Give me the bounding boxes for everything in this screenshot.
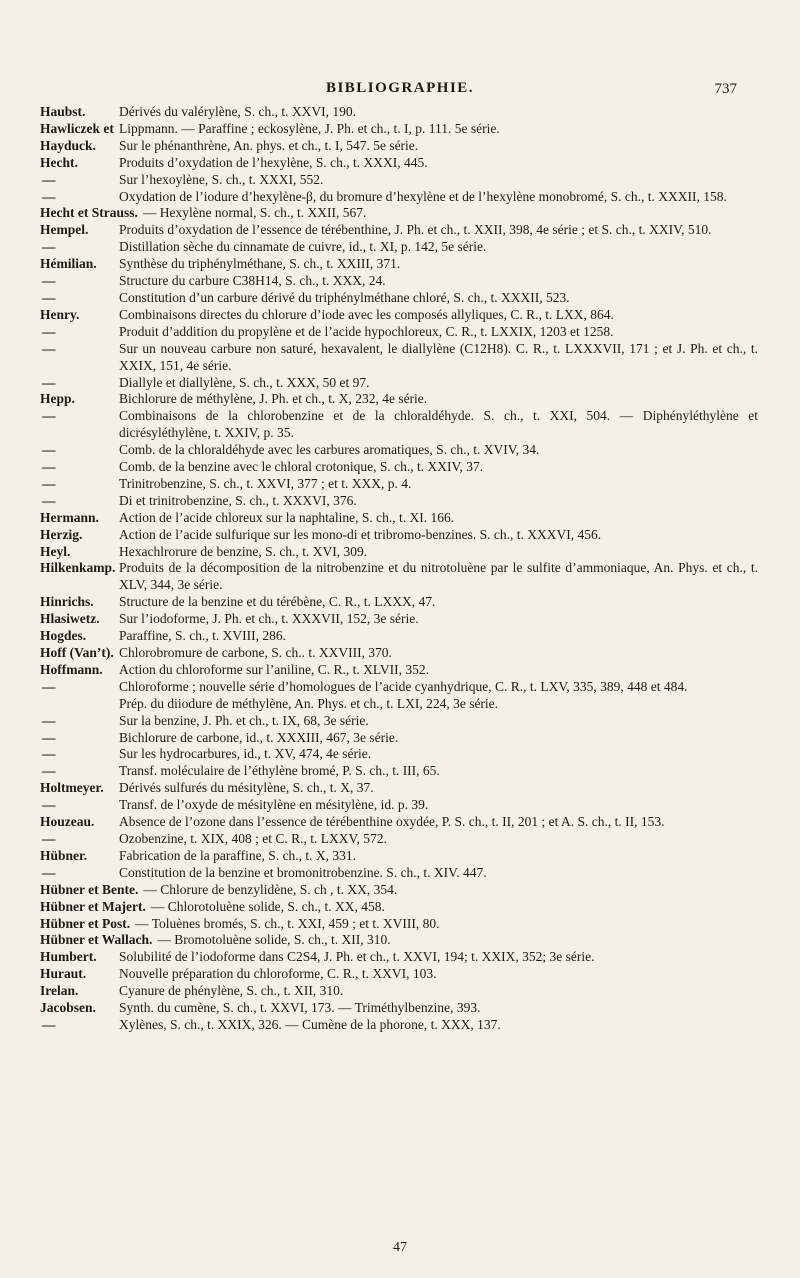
bibliography-entry bbox=[40, 222, 758, 239]
bibliography-entry bbox=[40, 104, 758, 121]
bibliography-entry bbox=[40, 1000, 758, 1017]
bibliography-entry bbox=[40, 763, 758, 780]
bibliography-entry bbox=[40, 611, 758, 628]
entry-author: Hlasiwetz. bbox=[40, 611, 100, 627]
entry-text: — Bromotoluène solide, S. ch., t. XII, 310. bbox=[157, 932, 391, 948]
entry-text: Paraffine, S. ch., t. XVIII, 286. bbox=[119, 628, 286, 644]
entry-author: Hoff (Van’t). bbox=[40, 645, 114, 660]
entry-text: Bichlorure de carbone, id., t. XXXIII, 467, 3e série. bbox=[119, 729, 399, 745]
entry-text: Transf. moléculaire de l’éthylène bromé, P. S. ch., t. III, 65. bbox=[119, 763, 440, 779]
entry-text: Produit d’addition du propylène et de l’acide hypochloreux, C. R., t. LXXIX, 1203 et 1258. bbox=[119, 323, 614, 339]
bibliography-entry bbox=[40, 341, 758, 375]
entry-author: Hübner. bbox=[40, 847, 88, 863]
bibliography-entry bbox=[40, 983, 758, 1000]
bibliography-entry bbox=[40, 1017, 758, 1034]
entry-author: — bbox=[42, 408, 56, 424]
bibliography-entry bbox=[40, 121, 758, 138]
entry-text: Fabrication de la paraffine, S. ch., t. X, 331. bbox=[119, 847, 357, 863]
entry-author: — bbox=[42, 1016, 56, 1032]
entry-text: Hexachlrorure de benzine, S. ch., t. XVI, 309. bbox=[119, 543, 368, 559]
signature-mark: 47 bbox=[393, 1240, 407, 1255]
bibliography-entry bbox=[40, 442, 758, 459]
entry-author: — bbox=[42, 492, 56, 508]
bibliography-entry bbox=[40, 797, 758, 814]
entry-author: — bbox=[42, 340, 56, 356]
entry-text: Xylènes, S. ch., t. XXIX, 326. — Cumène de la phorone, t. XXX, 137. bbox=[119, 1016, 501, 1032]
entry-author: Hayduck. bbox=[40, 137, 96, 153]
entry-author: Henry. bbox=[40, 306, 80, 322]
bibliography-entry bbox=[40, 679, 758, 696]
bibliography-entry bbox=[40, 493, 758, 510]
bibliography-entry bbox=[40, 696, 758, 713]
entry-text: Combinaisons de la chlorobenzine et de la chloraldéhyde. S. ch., t. XXI, 504. — Diphényléthylène et dicrésyléthylène, t. XXIV, p. 35. bbox=[119, 408, 758, 441]
entry-author: — bbox=[42, 763, 56, 779]
bibliography-entry bbox=[40, 155, 758, 172]
entry-author: — bbox=[42, 864, 56, 880]
entry-author: Jacobsen. bbox=[40, 1000, 96, 1016]
entry-text: Comb. de la benzine avec le chloral crotonique, S. ch., t. XXIV, 37. bbox=[119, 459, 484, 475]
entry-author: Hübner et Bente. bbox=[40, 881, 139, 897]
entry-author: — bbox=[42, 459, 56, 475]
entry-text: Chlorobromure de carbone, S. ch.. t. XXVIII, 370. bbox=[119, 645, 392, 660]
entry-author: — bbox=[42, 746, 56, 762]
entry-text: Structure du carbure C38H14, S. ch., t. XXX, 24. bbox=[119, 273, 386, 289]
entry-text: Sur la benzine, J. Ph. et ch., t. IX, 68, 3e série. bbox=[119, 712, 369, 728]
entry-author: Hilkenkamp. bbox=[40, 560, 116, 576]
entry-author: — bbox=[42, 729, 56, 745]
entry-author: Hawliczek et bbox=[40, 120, 114, 136]
bibliography-entry bbox=[40, 831, 758, 848]
bibliography-entry bbox=[40, 594, 758, 611]
entry-text: — Chlorotoluène solide, S. ch., t. XX, 458. bbox=[150, 898, 385, 914]
entry-author: — bbox=[42, 171, 56, 187]
entry-text: Sur les hydrocarbures, id., t. XV, 474, 4e série. bbox=[119, 746, 372, 762]
entry-author: Hübner et Majert. bbox=[40, 898, 146, 914]
bibliography-entry bbox=[40, 966, 758, 983]
entry-text: Di et trinitrobenzine, S. ch., t. XXXVI, 376. bbox=[119, 492, 357, 508]
entry-text: Synth. du cumène, S. ch., t. XXVI, 173. — Triméthylbenzine, 393. bbox=[119, 1000, 481, 1016]
entry-author: Hübner et Post. bbox=[40, 915, 131, 931]
bibliography-entry bbox=[40, 544, 758, 561]
entry-author: — bbox=[42, 273, 56, 289]
entry-text: — Toluènes bromés, S. ch., t. XXI, 459 ; et t. XVIII, 80. bbox=[135, 915, 440, 931]
entry-author: — bbox=[42, 678, 56, 694]
entry-text: Nouvelle préparation du chloroforme, C. R., t. XXVI, 103. bbox=[119, 966, 437, 982]
entry-text: — Chlorure de benzylidène, S. ch , t. XX, 354. bbox=[143, 881, 398, 897]
bibliography-entry bbox=[40, 560, 758, 594]
entry-text: Synthèse du triphénylméthane, S. ch., t. XXIII, 371. bbox=[119, 256, 401, 272]
bibliography-entry bbox=[40, 510, 758, 527]
bibliography-entry bbox=[40, 780, 758, 797]
entry-text: Absence de l’ozone dans l’essence de térébenthine oxydée, P. S. ch., t. II, 201 ; et A. S. ch., t. II, 153. bbox=[119, 814, 665, 830]
bibliography-entry bbox=[40, 916, 758, 933]
entry-author: — bbox=[42, 239, 56, 255]
bibliography-entry bbox=[40, 713, 758, 730]
bibliography-entry bbox=[40, 375, 758, 392]
entry-author: Haubst. bbox=[40, 104, 86, 119]
entry-text: Produits d’oxydation de l’essence de térébenthine, J. Ph. et ch., t. XXII, 398, 4e série ; et S. ch., t. XXIV, 510. bbox=[119, 222, 712, 238]
entry-author: — bbox=[42, 712, 56, 728]
entry-author: Hecht et Strauss. bbox=[40, 205, 138, 221]
entry-author: — bbox=[42, 289, 56, 305]
entry-author: Holtmeyer. bbox=[40, 780, 104, 796]
bibliography-entry bbox=[40, 476, 758, 493]
entry-author: Huraut. bbox=[40, 966, 87, 982]
entry-author: — bbox=[42, 830, 56, 846]
entry-author: Hempel. bbox=[40, 222, 89, 238]
entry-text: Sur un nouveau carbure non saturé, hexavalent, le diallylène (C12H8). C. R., t. LXXXVII, 171 ; et J. Ph. et ch., t. XXIX, 151, 4e série. bbox=[119, 340, 758, 373]
bibliography-entry bbox=[40, 730, 758, 747]
entry-text: Action de l’acide sulfurique sur les mono-di et tribromo-benzines. S. ch., t. XXXVI, 456. bbox=[119, 526, 602, 542]
entry-text: — Hexylène normal, S. ch., t. XXII, 567. bbox=[142, 205, 367, 221]
entry-author: — bbox=[42, 797, 56, 813]
page-header bbox=[0, 78, 800, 102]
entry-text: Action du chloroforme sur l’aniline, C. R., t. XLVII, 352. bbox=[119, 661, 429, 677]
bibliography-entry bbox=[40, 882, 758, 899]
bibliography-entry bbox=[40, 408, 758, 442]
entry-text: Dérivés du valérylène, S. ch., t. XXVI, 190. bbox=[119, 104, 356, 119]
entry-author: Humbert. bbox=[40, 949, 97, 965]
entry-text: Bichlorure de méthylène, J. Ph. et ch., t. X, 232, 4e série. bbox=[119, 391, 428, 407]
entry-text: Chloroforme ; nouvelle série d’homologues de l’acide cyanhydrique, C. R., t. LXV, 335, 389, 448 et 484. bbox=[119, 678, 688, 694]
bibliography-entry bbox=[40, 290, 758, 307]
entry-text: Produits d’oxydation de l’hexylène, S. ch., t. XXXI, 445. bbox=[119, 154, 428, 170]
bibliography-entry bbox=[40, 391, 758, 408]
bibliography-entry bbox=[40, 645, 758, 662]
bibliography-entry bbox=[40, 324, 758, 341]
entry-author: Hinrichs. bbox=[40, 594, 94, 610]
bibliography-entry bbox=[40, 527, 758, 544]
bibliography-entry bbox=[40, 746, 758, 763]
bibliography-entry bbox=[40, 239, 758, 256]
bibliography-entry bbox=[40, 189, 758, 206]
entry-author: Hoffmann. bbox=[40, 661, 103, 677]
entry-text: Lippmann. — Paraffine ; eckosylène, J. Ph. et ch., t. I, p. 111. 5e série. bbox=[119, 120, 500, 136]
running-title: BIBLIOGRAPHIE. bbox=[325, 80, 475, 96]
entry-author: Hémilian. bbox=[40, 256, 97, 272]
entry-text: Sur l’iodoforme, J. Ph. et ch., t. XXXVII, 152, 3e série. bbox=[119, 611, 419, 627]
entry-text: Comb. de la chloraldéhyde avec les carbures aromatiques, S. ch., t. XVIV, 34. bbox=[119, 442, 540, 458]
page-number: 737 bbox=[714, 81, 737, 97]
entry-author: Hogdes. bbox=[40, 628, 87, 644]
entry-author: Irelan. bbox=[40, 983, 79, 999]
bibliography-entry bbox=[40, 273, 758, 290]
entry-author: Heyl. bbox=[40, 543, 71, 559]
entry-author: Hübner et Wallach. bbox=[40, 932, 153, 948]
bibliography-entry bbox=[40, 932, 758, 949]
bibliography-entry bbox=[40, 865, 758, 882]
bibliography-entry bbox=[40, 205, 758, 222]
entry-text: Constitution de la benzine et bromonitrobenzine. S. ch., t. XIV. 447. bbox=[119, 864, 487, 880]
entry-text: Ozobenzine, t. XIX, 408 ; et C. R., t. LXXV, 572. bbox=[119, 830, 387, 846]
entry-text: Cyanure de phénylène, S. ch., t. XII, 310. bbox=[119, 983, 344, 999]
bibliography-entry bbox=[40, 814, 758, 831]
bibliography-entry bbox=[40, 459, 758, 476]
entry-text: Sur le phénanthrène, An. phys. et ch., t. I, 547. 5e série. bbox=[119, 137, 419, 153]
entry-author: Hecht. bbox=[40, 154, 78, 170]
entry-text: Transf. de l’oxyde de mésitylène en mésitylène, id. p. 39. bbox=[119, 797, 429, 813]
bibliography-list bbox=[40, 104, 758, 1034]
entry-text: Constitution d’un carbure dérivé du triphénylméthane chloré, S. ch., t. XXXII, 523. bbox=[119, 289, 570, 305]
entry-text: Oxydation de l’iodure d’hexylène-β, du bromure d’hexylène et de l’hexylène monobromé, S. ch., t. XXXII, 158. bbox=[119, 188, 727, 204]
entry-author: — bbox=[42, 442, 56, 458]
entry-text: Trinitrobenzine, S. ch., t. XXVI, 377 ; et t. XXX, p. 4. bbox=[119, 475, 412, 491]
entry-author: — bbox=[42, 475, 56, 491]
entry-text: Diallyle et diallylène, S. ch., t. XXX, 50 et 97. bbox=[119, 374, 370, 390]
entry-text: Structure de la benzine et du térébène, C. R., t. LXXX, 47. bbox=[119, 594, 436, 610]
bibliography-entry bbox=[40, 256, 758, 273]
bibliography-entry bbox=[40, 848, 758, 865]
entry-text: Combinaisons directes du chlorure d’iode avec les composés allyliques, C. R., t. LXX, 864. bbox=[119, 306, 614, 322]
entry-author: Houzeau. bbox=[40, 814, 95, 830]
entry-author: Hermann. bbox=[40, 509, 99, 525]
bibliography-entry bbox=[40, 899, 758, 916]
bibliography-entry bbox=[40, 138, 758, 155]
bibliography-entry bbox=[40, 662, 758, 679]
bibliography-entry bbox=[40, 628, 758, 645]
entry-text: Action de l’acide chloreux sur la naphtaline, S. ch., t. XI. 166. bbox=[119, 509, 455, 525]
bibliography-entry bbox=[40, 172, 758, 189]
entry-text: Sur l’hexoylène, S. ch., t. XXXI, 552. bbox=[119, 171, 324, 187]
entry-author: — bbox=[42, 188, 56, 204]
entry-text: Distillation sèche du cinnamate de cuivre, id., t. XI, p. 142, 5e série. bbox=[119, 239, 487, 255]
entry-author: — bbox=[42, 323, 56, 339]
entry-author: Hepp. bbox=[40, 391, 75, 407]
entry-text: Prép. du diiodure de méthylène, An. Phys. et ch., t. LXI, 224, 3e série. bbox=[119, 695, 499, 711]
entry-text: Produits de la décomposition de la nitrobenzine et du nitrotoluène par le sulfite d’ammoniaque, An. Phys. et ch., t. XLV, 344, 3e série. bbox=[119, 560, 758, 593]
bibliography-entry bbox=[40, 949, 758, 966]
bibliography-entry bbox=[40, 307, 758, 324]
entry-text: Solubilité de l’iodoforme dans C2S4, J. Ph. et ch., t. XXVI, 194; t. XXIX, 352; 3e série. bbox=[119, 949, 595, 965]
entry-author: Herzig. bbox=[40, 526, 83, 542]
entry-author: — bbox=[42, 374, 56, 390]
entry-text: Dérivés sulfurés du mésitylène, S. ch., t. X, 37. bbox=[119, 780, 374, 796]
